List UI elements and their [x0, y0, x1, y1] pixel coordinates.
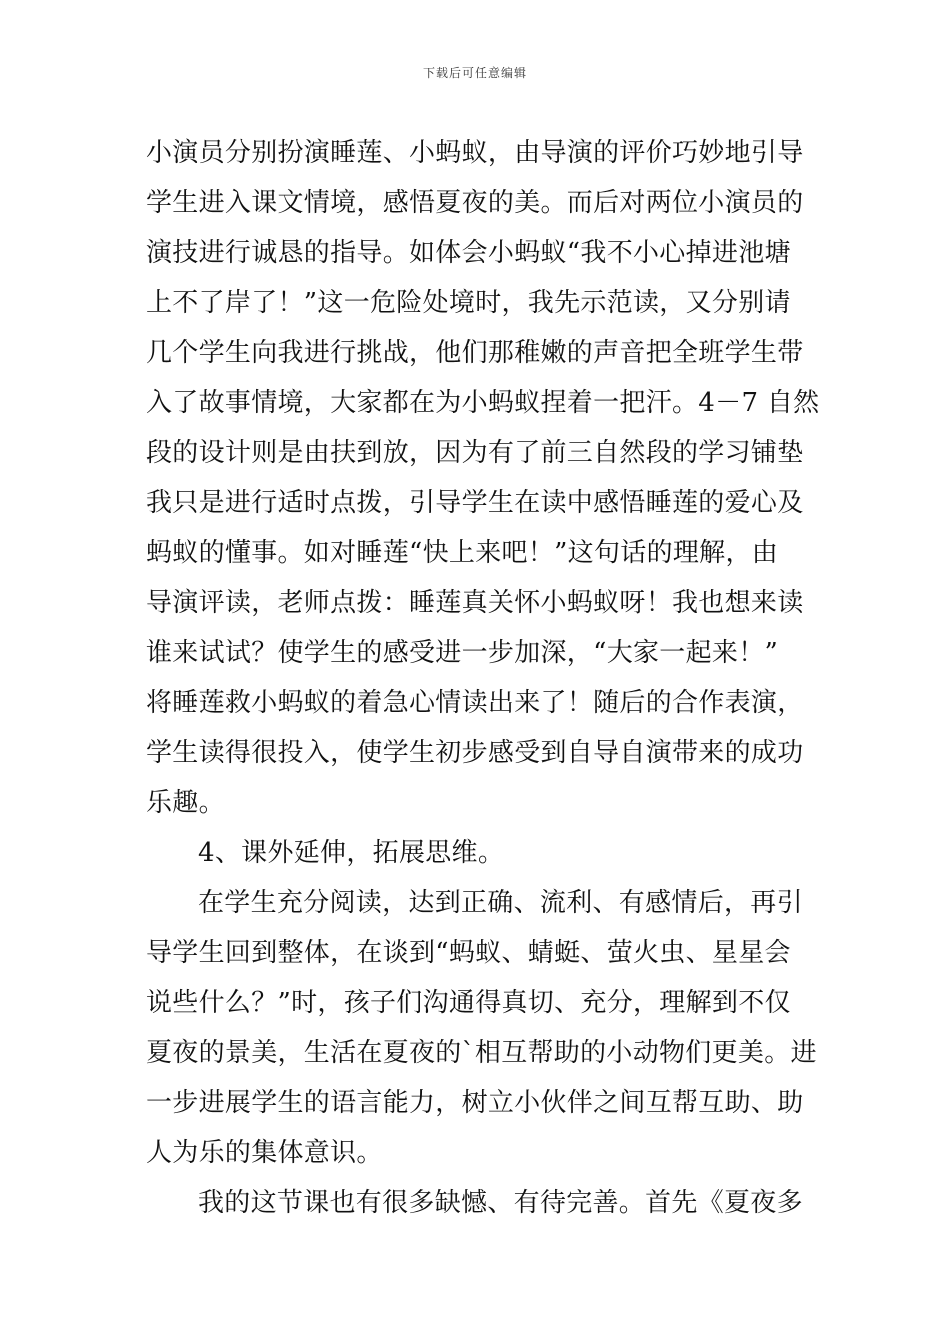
section-heading: 4、课外延伸，拓展思维。 [198, 838, 505, 868]
text-line: 谁来试试？使学生的感受进一步加深，“大家一起来！” [146, 638, 779, 668]
text-line: 演技进行诚恳的指导。如体会小蚂蚁“我不小心掉进池塘 [146, 238, 791, 268]
document-body [146, 128, 820, 1228]
text-line: 段的设计则是由扶到放，因为有了前三自然段的学习铺垫 [146, 438, 804, 468]
text-line: 几个学生向我进行挑战，他们那稚嫩的声音把全班学生带 [146, 338, 804, 368]
text-line: 乐趣。 [146, 788, 225, 818]
text-line: 蚂蚁的懂事。如对睡莲“快上来吧！”这句话的理解，由 [146, 538, 779, 568]
text-line: 小演员分别扮演睡莲、小蚂蚁，由导演的评价巧妙地引导 [146, 138, 804, 168]
text-line: 学生读得很投入，使学生初步感受到自导自演带来的成功 [146, 738, 804, 768]
text-line: 我只是进行适时点拨，引导学生在读中感悟睡莲的爱心及 [146, 488, 804, 518]
text-line: 人为乐的集体意识。 [146, 1138, 383, 1168]
text-line: 上不了岸了！”这一危险处境时，我先示范读，又分别请 [146, 288, 791, 318]
text-line: 导演评读，老师点拨：睡莲真关怀小蚂蚁呀！我也想来读 [146, 588, 804, 618]
text-line: 学生进入课文情境，感悟夏夜的美。而后对两位小演员的 [146, 188, 804, 218]
page-header: 下载后可任意编辑 [422, 66, 527, 80]
text-line: 一步进展学生的语言能力，树立小伙伴之间互帮互助、助 [146, 1088, 804, 1118]
text-line: 导学生回到整体，在谈到“蚂蚁、蜻蜓、萤火虫、星星会 [146, 938, 791, 968]
text-line: 在学生充分阅读，达到正确、流利、有感情后，再引 [198, 888, 803, 918]
text-line: 夏夜的景美，生活在夏夜的`相互帮助的小动物们更美。进 [146, 1038, 817, 1068]
text-line: 将睡莲救小蚂蚁的着急心情读出来了！随后的合作表演， [146, 688, 804, 718]
text-line: 说些什么？”时，孩子们沟通得真切、充分，理解到不仅 [146, 988, 791, 1018]
text-line: 我的这节课也有很多缺憾、有待完善。首先《夏夜多 [198, 1188, 803, 1218]
text-line: 入了故事情境，大家都在为小蚂蚁捏着一把汗。4－7 自然 [146, 388, 820, 418]
